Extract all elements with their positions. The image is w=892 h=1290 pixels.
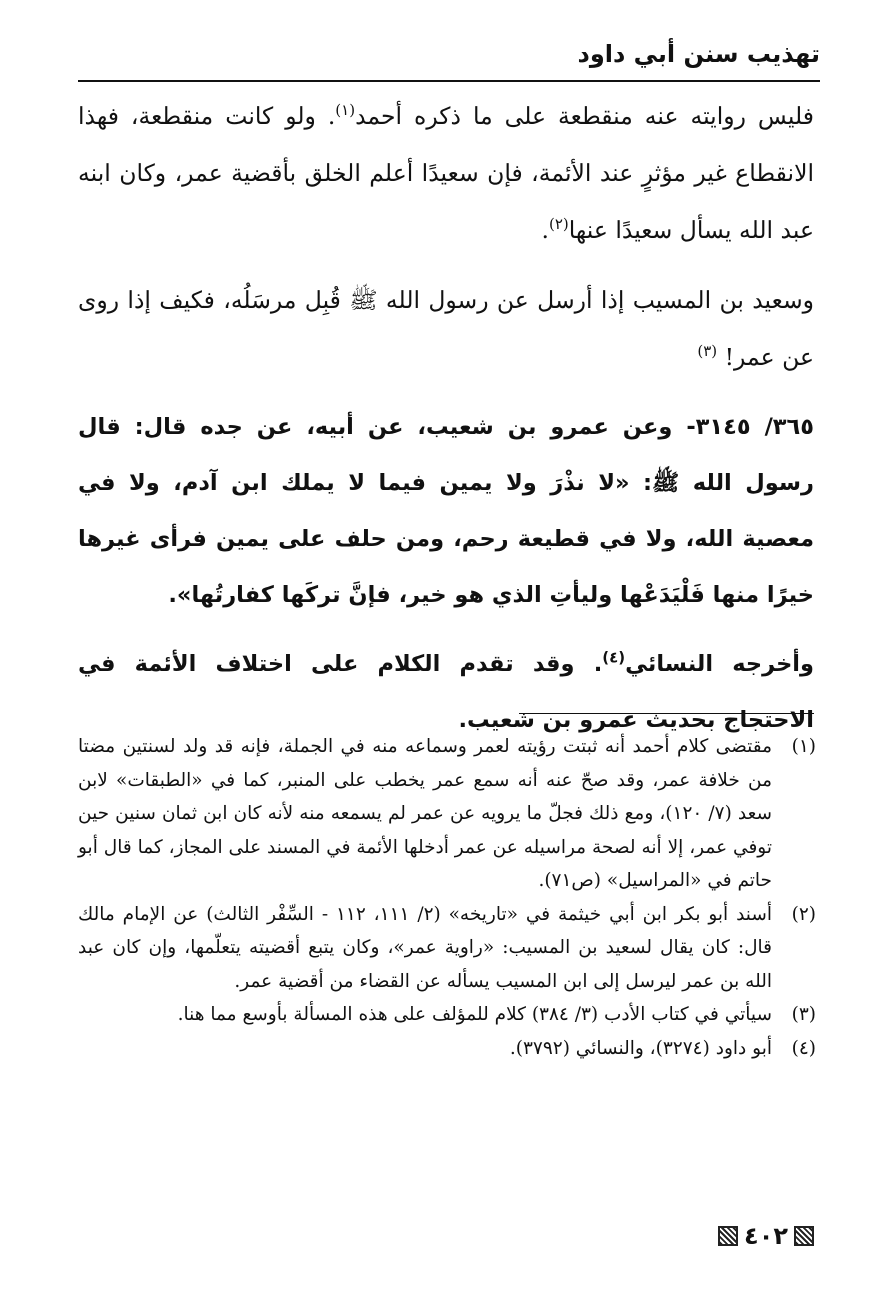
page-number-block [718, 1222, 814, 1250]
ornament-icon [718, 1226, 738, 1246]
footnote-1 [78, 730, 816, 898]
paragraph-1: فليس روايته عنه منقطعة على ما ذكره أحمد$^{(١)}$. ولو كانت منقطعة، فهذا الانقطاع غير مؤثرٍ عند الأئمة، فإن سعيدًا أعلم الخلق بأقضية عمر، وكان ابنه عبد الله يسأل سعيدًا عنها$^{(٢)}$. [78, 101, 814, 244]
footnote-3 [78, 998, 816, 1032]
footnote-number: (١) [791, 736, 816, 757]
footnote-text: أسند أبو بكر ابن أبي خيثمة في «تاريخه» (٢/ ١١١، ١١٢ - السِّفْر الثالث) عن الإمام مالك قال: كان يقال لسعيد بن المسيب: «راوية عمر»، وكان يتبع أقضيته يتعلّمها، وإن كان عبد الله بن عمر ليرسل إلى ابن المسيب يسأله عن القضاء من أقضية عمر. [78, 903, 773, 992]
page-header [78, 30, 820, 82]
footnotes [78, 730, 816, 1065]
footnote-number: (٤) [791, 1037, 816, 1059]
main-text [78, 88, 814, 748]
footnote-ref-2[interactable]: (٢) [548, 215, 569, 234]
footnote-number: (٢) [791, 903, 816, 925]
footnote-text: سيأتي في كتاب الأدب (٣/ ٣٨٤) كلام للمؤلف على هذه المسألة بأوسع مما هنا. [177, 1004, 772, 1025]
footnote-separator [519, 713, 814, 714]
footnote-text: مقتضى كلام أحمد أنه ثبتت رؤيته لعمر وسماعه منه في الجملة، فإنه قد ولد لسنتين مضتا من خلافة عمر، وقد صحّ عنه أنه سمع عمر يخطب على المنبر، كما في «الطبقات» لابن سعد (٧/ ١٢٠)، ومع ذلك فجلّ ما يرويه عن عمر لم يسمعه منه لأنه كان ابن ثمان سنين حين توفي عمر، إلا أنه لصحة مراسيله عن عمر أدخلها الأئمة في المسند على المجاز، كما قال أبو حاتم في «المراسيل» (ص٧١). [78, 736, 772, 891]
footnote-ref-4[interactable]: (٤) [602, 648, 626, 667]
ornament-icon [794, 1226, 814, 1246]
paragraph-2: وسعيد بن المسيب إذا أرسل عن رسول الله ﷺ قُبِل مرسَلُه، فكيف إذا روى عن عمر! $^{(٣)}$ [78, 286, 814, 371]
footnote-2 [78, 898, 816, 999]
footnote-number: (٣) [791, 1004, 816, 1025]
footnote-4 [78, 1032, 816, 1066]
running-title: تهذيب سنن أبي داود [577, 40, 820, 68]
footnote-ref-1[interactable]: (١) [335, 101, 356, 120]
footnote-text: أبو داود (٣٢٧٤)، والنسائي (٣٧٩٢). [509, 1037, 772, 1059]
hadith-paragraph: ٣٦٥/ ٣١٤٥- وعن عمرو بن شعيب، عن أبيه، عن جده قال: قال رسول الله ﷺ: «لا نذْرَ ولا يمين فيما لا يملك ابن آدم، ولا في معصية الله، ولا في قطيعة رحم، ومن حلف على يمين فرأى غيرها خيرًا منها فَلْيَدَعْها وليأتِ الذي هو خير، فإنَّ تركَها كفارتُها». [78, 414, 814, 608]
paragraph-4: وأخرجه النسائي$^{(٤)}$. وقد تقدم الكلام على اختلاف الأئمة في الاحتجاج بحديث عمرو بن شعيب. [78, 648, 814, 733]
page-number: ٤٠٢ [744, 1222, 788, 1250]
footnote-ref-3[interactable]: (٣) [697, 342, 718, 361]
